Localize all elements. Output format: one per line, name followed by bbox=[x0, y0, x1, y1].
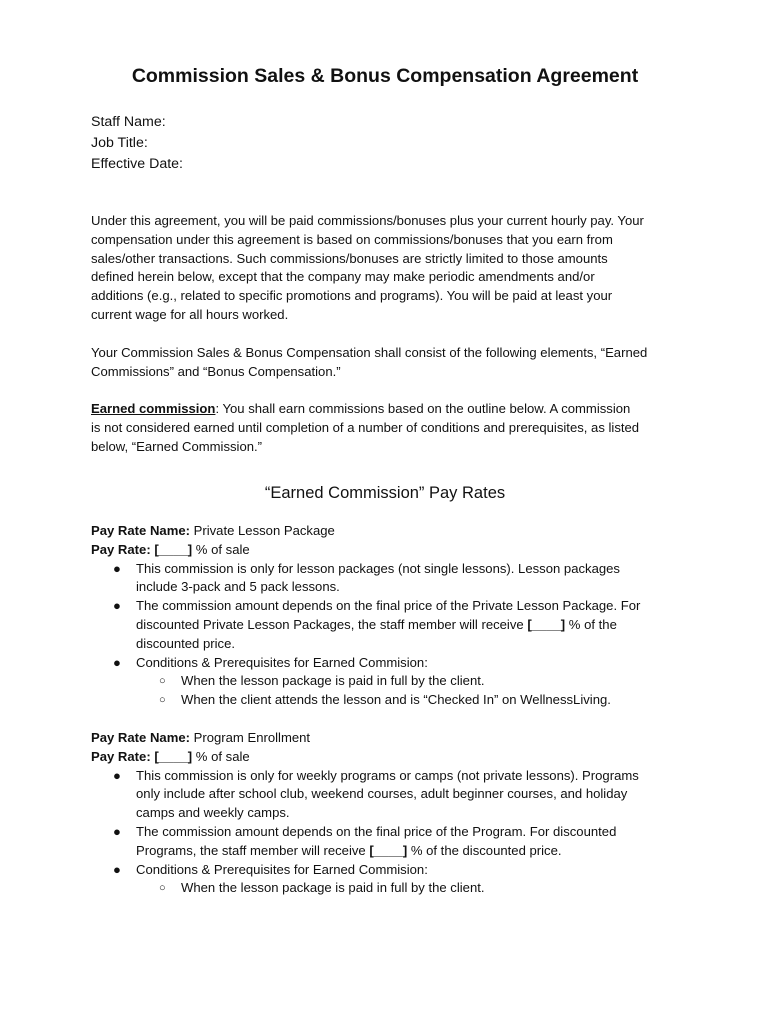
list-item-line: The commission amount depends on the final price of the Private Lesson Package. For bbox=[136, 598, 641, 614]
list-item-line: discounted price. bbox=[136, 635, 235, 651]
pay-rate-name bbox=[91, 522, 691, 541]
list-item-text: % of the discounted price. bbox=[407, 842, 562, 858]
sub-list-item bbox=[91, 691, 691, 710]
pay-rates-heading: “Earned Commission” Pay Rates bbox=[264, 484, 506, 502]
sub-list-item bbox=[91, 879, 691, 898]
pay-rate-label: Pay Rate: [____] bbox=[91, 748, 193, 764]
pay-rate bbox=[91, 748, 691, 767]
circle-bullet-icon: ○ bbox=[159, 882, 166, 895]
list-item bbox=[91, 861, 691, 880]
intro-paragraph bbox=[91, 212, 691, 325]
pay-rate-block-program-enrollment bbox=[91, 729, 691, 898]
percent-blank: [____] bbox=[369, 842, 408, 858]
intro-line: Under this agreement, you will be paid commissions/bonuses plus your current hourly pay. Your bbox=[91, 213, 644, 228]
list-item bbox=[91, 654, 691, 673]
bullet-icon: ● bbox=[113, 560, 121, 576]
sub-list-item-line: When the client attends the lesson and is “Checked In” on WellnessLiving. bbox=[181, 692, 611, 708]
circle-bullet-icon: ○ bbox=[159, 694, 166, 707]
pay-rate-suffix: % of sale bbox=[192, 541, 250, 557]
elements-line: Commissions” and “Bonus Compensation.” bbox=[91, 363, 341, 379]
job-title-field: Job Title: bbox=[91, 134, 148, 151]
list-item-line bbox=[136, 616, 691, 635]
list-item-line: This commission is only for weekly programs or camps (not private lessons). Programs bbox=[136, 767, 639, 783]
list-item bbox=[91, 767, 691, 823]
list-item-text: % of the bbox=[565, 616, 617, 632]
staff-name-field: Staff Name: bbox=[91, 114, 166, 130]
percent-blank: [____] bbox=[527, 616, 566, 632]
effective-date-field: Effective Date: bbox=[91, 155, 184, 172]
elements-line: Your Commission Sales & Bonus Compensation shall consist of the following elements, “Earned bbox=[91, 345, 648, 360]
sub-list-item bbox=[91, 672, 691, 691]
elements-paragraph bbox=[91, 344, 691, 382]
list-item-line: Conditions & Prerequisites for Earned Commision: bbox=[136, 654, 428, 670]
pay-rate-label: Pay Rate: [____] bbox=[91, 541, 193, 557]
pay-rate-name-label: Pay Rate Name: bbox=[91, 730, 190, 745]
pay-rate-name-value: Private Lesson Package bbox=[189, 523, 335, 538]
header-fields bbox=[91, 112, 183, 174]
intro-line: sales/other transactions. Such commissions/bonuses are strictly limited to those amounts bbox=[91, 250, 608, 266]
intro-line: current wage for all hours worked. bbox=[91, 306, 289, 322]
list-item-line: Conditions & Prerequisites for Earned Commision: bbox=[136, 861, 428, 877]
list-item-line: only include after school club, weekend courses, adult beginner courses, and holiday bbox=[136, 786, 628, 802]
bullet-icon: ● bbox=[113, 767, 121, 783]
intro-line: defined herein below, except that the company may make periodic amendments and/or bbox=[91, 269, 595, 285]
list-item-line bbox=[136, 842, 691, 861]
intro-line: additions (e.g., related to specific promotions and programs). You will be paid at least your bbox=[91, 288, 613, 304]
list-item-line: This commission is only for lesson packages (not single lessons). Lesson packages bbox=[136, 560, 620, 576]
pay-rate-name-value: Program Enrollment bbox=[189, 730, 311, 745]
bullet-icon: ● bbox=[113, 823, 121, 839]
bullet-icon: ● bbox=[113, 861, 121, 877]
earned-line-text: : You shall earn commissions based on the outline below. A commission bbox=[215, 401, 631, 416]
bullet-icon: ● bbox=[113, 654, 121, 670]
list-item-line: include 3-pack and 5 pack lessons. bbox=[136, 579, 340, 595]
sub-list-item-line: When the lesson package is paid in full by the client. bbox=[181, 880, 485, 896]
sub-list-item-line: When the lesson package is paid in full by the client. bbox=[181, 673, 485, 689]
list-item bbox=[91, 823, 691, 861]
earned-commission-paragraph bbox=[91, 400, 691, 456]
pay-rate-suffix: % of sale bbox=[192, 748, 250, 764]
list-item-line: The commission amount depends on the final price of the Program. For discounted bbox=[136, 823, 617, 839]
pay-rate-name bbox=[91, 729, 691, 748]
pay-rate-block-private-lesson bbox=[91, 522, 691, 710]
list-item-text: discounted Private Lesson Packages, the staff member will receive bbox=[136, 616, 528, 632]
earned-commission-label: Earned commission bbox=[91, 401, 216, 416]
document-title: Commission Sales & Bonus Compensation Agreement bbox=[131, 65, 639, 87]
list-item-text: Programs, the staff member will receive bbox=[136, 842, 370, 858]
circle-bullet-icon: ○ bbox=[159, 675, 166, 688]
pay-rate-name-label: Pay Rate Name: bbox=[91, 523, 190, 538]
earned-line: is not considered earned until completion of a number of conditions and prerequisites, as listed bbox=[91, 419, 640, 435]
list-item bbox=[91, 560, 691, 598]
earned-line bbox=[91, 400, 691, 419]
list-item-line: camps and weekly camps. bbox=[136, 805, 290, 821]
bullet-icon: ● bbox=[113, 598, 121, 614]
list-item bbox=[91, 597, 691, 653]
intro-line: compensation under this agreement is based on commissions/bonuses that you earn from bbox=[91, 231, 613, 247]
earned-line: below, “Earned Commission.” bbox=[91, 438, 263, 454]
pay-rate bbox=[91, 541, 691, 560]
